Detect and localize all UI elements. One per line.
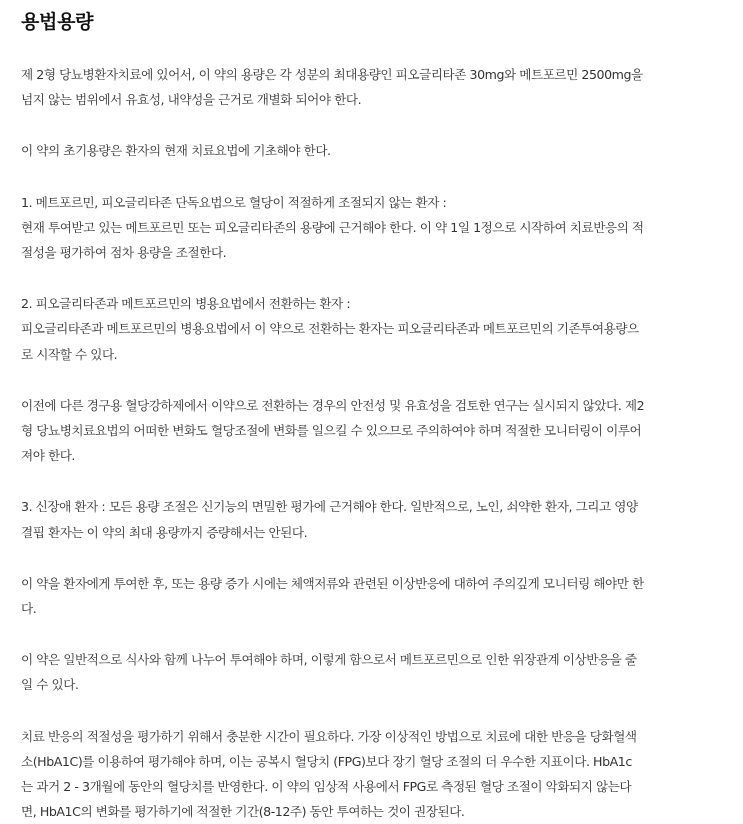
paragraph-line: 면, HbA1C의 변화를 평가하기에 적절한 기간(8-12주) 동안 투여하는 것이 권장된다. <box>21 804 465 820</box>
dosage-paragraph <box>21 494 723 544</box>
paragraph-line: 이전에 다른 경구용 혈당강하제에서 이약으로 전환하는 경우의 안전성 및 유효성을 검토한 연구는 실시되지 않았다. 제2 <box>21 397 645 413</box>
paragraph-line: 치료 반응의 적절성을 평가하기 위해서 충분한 시간이 필요하다. 가장 이상적인 방법으로 치료에 대한 반응을 당화혈색 <box>21 728 637 744</box>
paragraph-line: 일 수 있다. <box>21 677 79 693</box>
paragraph-line: 제 2형 당뇨병환자치료에 있어서, 이 약의 용량은 각 성분의 최대용량인 피오글리타존 30mg와 메트포르민 2500mg을 <box>21 67 643 82</box>
paragraph-line: 이 약은 일반적으로 식사와 함께 나누어 투여해야 하며, 이렇게 함으로서 메트포르민으로 인한 위장관계 이상반응을 줄 <box>21 652 637 668</box>
paragraph-line: 이 약의 초기용량은 환자의 현재 치료요법에 기초해야 한다. <box>21 143 331 159</box>
dosage-paragraph <box>21 190 723 266</box>
paragraph-line: 3. 신장애 환자 : 모든 용량 조절은 신기능의 면밀한 평가에 근거해야 한다. 일반적으로, 노인, 쇠약한 환자, 그리고 영양 <box>21 499 638 515</box>
paragraph-line: 현재 투여받고 있는 메트포르민 또는 피오글리타존의 용량에 근거해야 한다. 이 약 1일 1정으로 시작하여 치료반응의 적 <box>21 219 644 235</box>
paragraph-line: 로 시작할 수 있다. <box>21 346 118 362</box>
dosage-paragraph <box>21 62 723 112</box>
paragraph-line: 이 약을 환자에게 투여한 후, 또는 용량 증가 시에는 체액저류와 관련된 이상반응에 대하여 주의깊게 모니터링 해야만 한 <box>21 575 644 591</box>
dosage-paragraph <box>21 393 723 469</box>
dosage-content <box>21 62 723 824</box>
paragraph-line: 결핍 환자는 이 약의 최대 용량까지 증량해서는 안된다. <box>21 524 308 540</box>
paragraph-line: 피오글리타존과 메트포르민의 병용요법에서 이 약으로 전환하는 환자는 피오글리타존과 메트포르민의 기존투여용량으 <box>21 321 639 337</box>
paragraph-line: 넘지 않는 범위에서 유효성, 내약성을 근거로 개별화 되어야 한다. <box>21 92 362 108</box>
dosage-paragraph <box>21 647 723 697</box>
paragraph-line: 절성을 평가하여 점차 용량을 조절한다. <box>21 245 227 261</box>
paragraph-line: 형 당뇨병치료요법의 어떠한 변화도 혈당조절에 변화를 일으킬 수 있으므로 주의하여야 하며 적절한 모니터링이 이루어 <box>21 423 642 439</box>
dosage-paragraph <box>21 724 723 824</box>
paragraph-line: 2. 피오글리타존과 메트포르민의 병용요법에서 전환하는 환자 : <box>21 296 351 312</box>
paragraph-line: 져야 한다. <box>21 448 75 464</box>
paragraph-line: 는 과거 2 - 3개월에 동안의 혈당치를 반영한다. 이 약의 임상적 사용에서 FPG로 측정된 혈당 조절이 악화되지 않는다 <box>21 779 632 795</box>
dosage-paragraph <box>21 291 723 367</box>
dosage-paragraph <box>21 571 723 621</box>
paragraph-line: 소(HbA1C)를 이용하여 평가해야 하며, 이는 공복시 혈당치 (FPG)보다 장기 혈당 조절의 더 우수한 지표이다. HbA1c <box>21 753 632 769</box>
dosage-paragraph <box>21 138 723 163</box>
paragraph-line: 다. <box>21 601 37 617</box>
section-heading: 용법용량 <box>21 11 94 33</box>
paragraph-line: 1. 메트포르민, 피오글리타존 단독요법으로 혈당이 적절하게 조절되지 않는 환자 : <box>21 194 447 210</box>
